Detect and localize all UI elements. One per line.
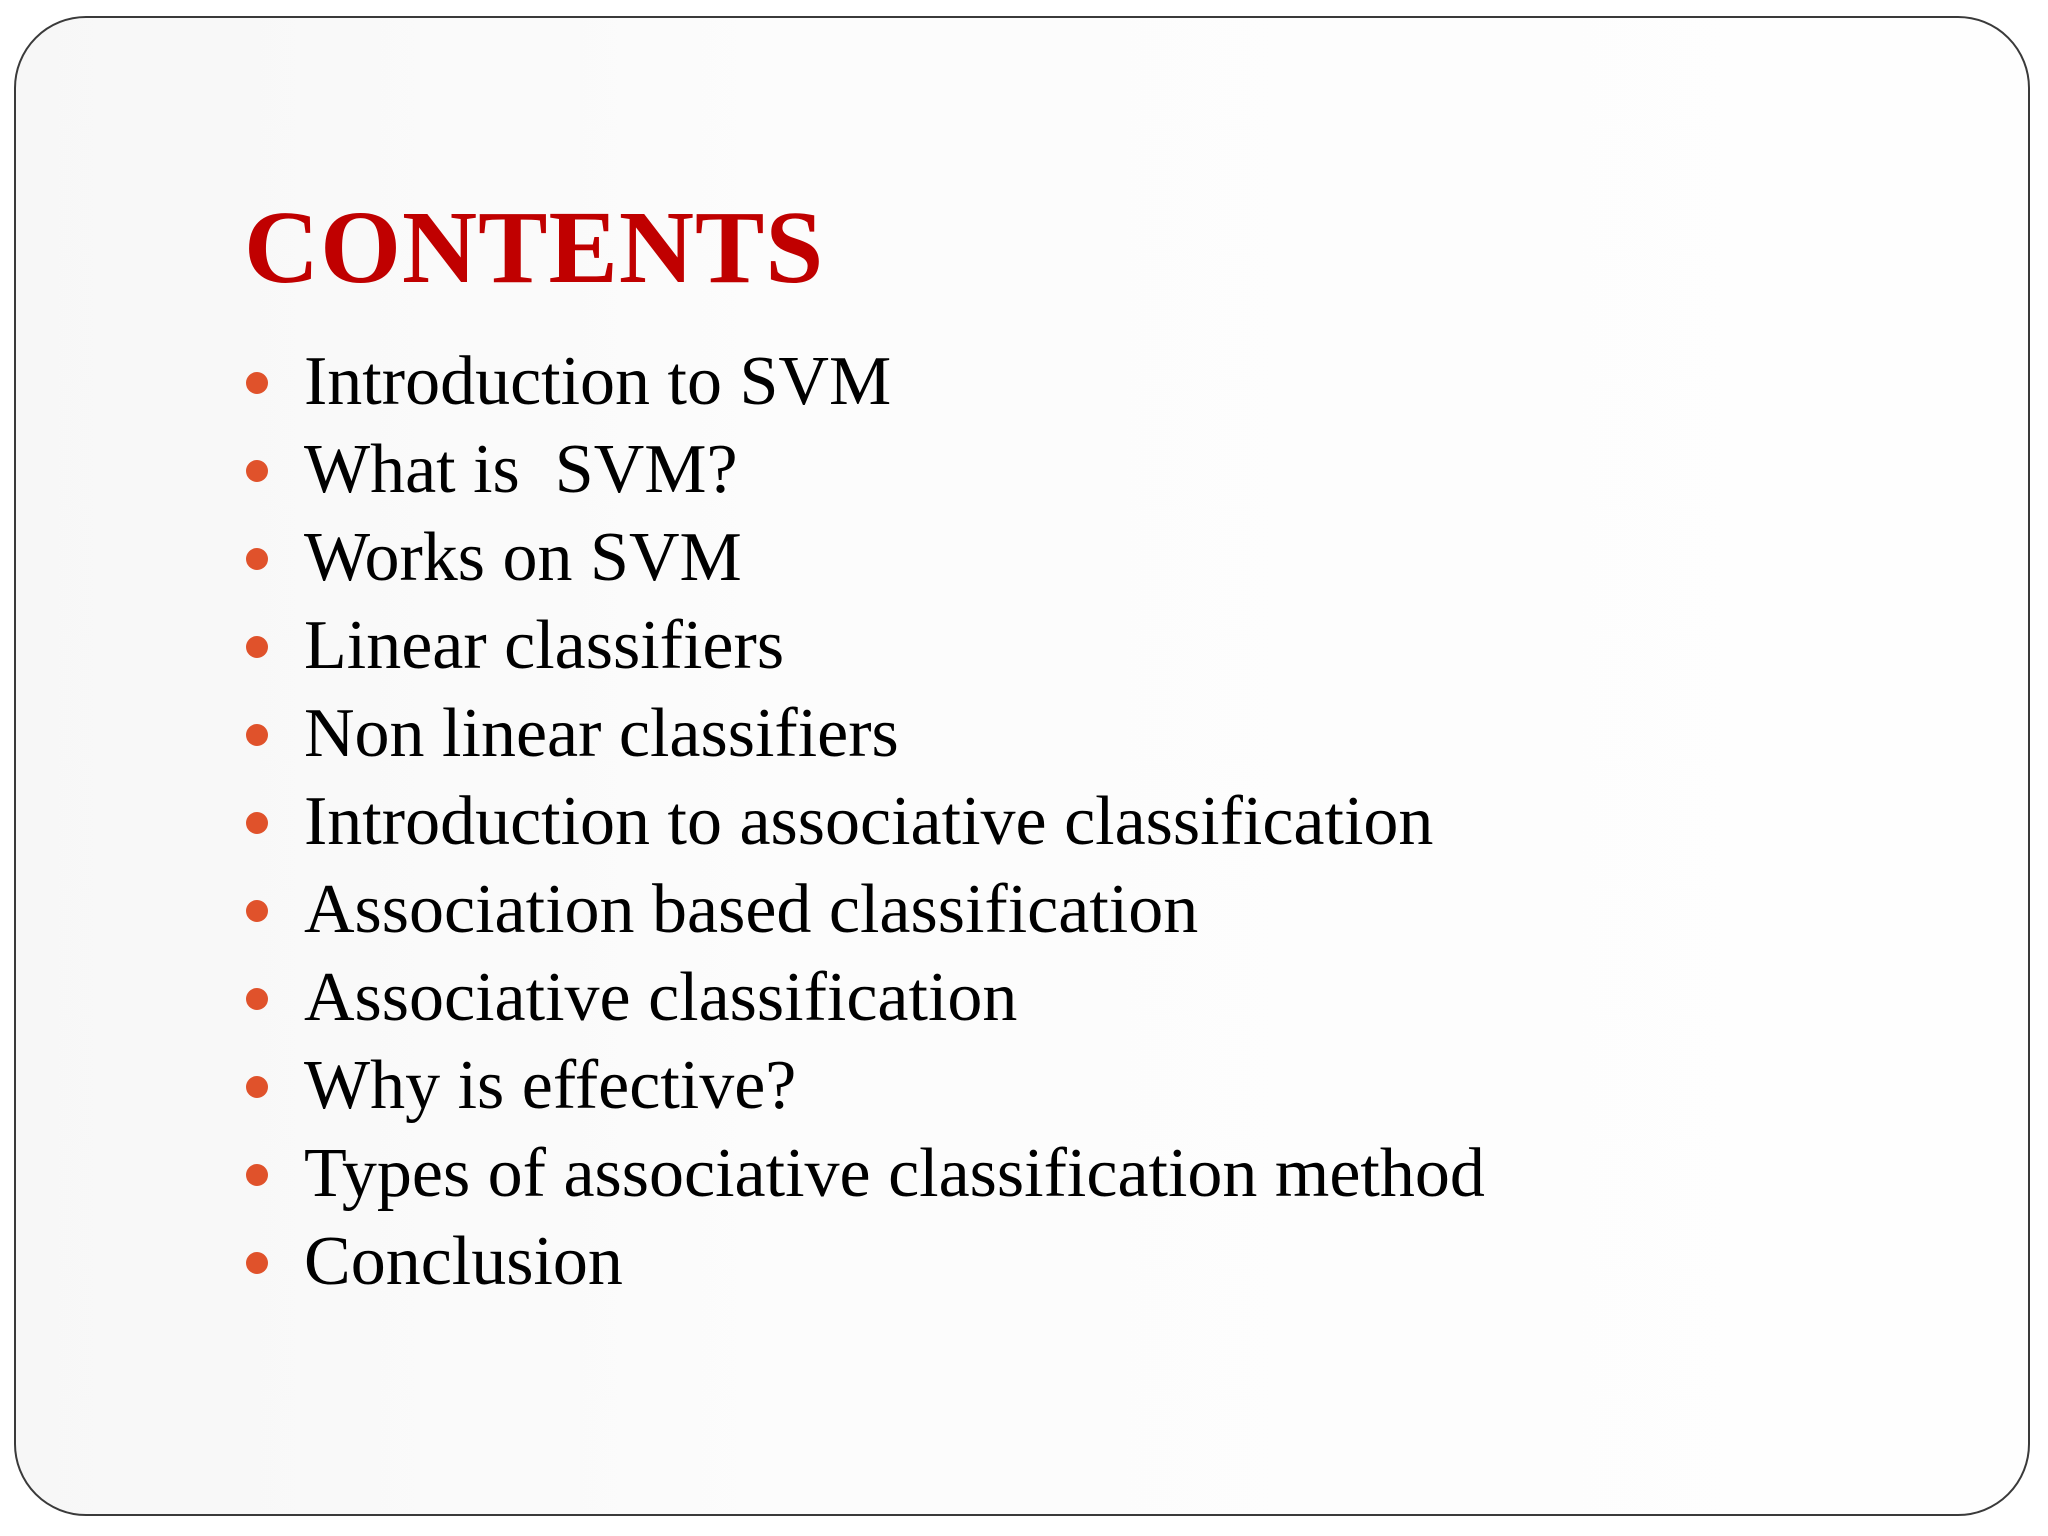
list-item-text: Linear classifiers: [304, 607, 785, 684]
list-item: [244, 866, 1485, 954]
list-item-text: Association based classification: [304, 871, 1199, 948]
slide-title: CONTENTS: [244, 190, 825, 305]
bullet-dot-icon: [246, 460, 268, 482]
list-item: [244, 514, 1485, 602]
list-item: [244, 1218, 1485, 1306]
list-item: [244, 690, 1485, 778]
bullet-dot-icon: [246, 548, 268, 570]
bullet-dot-icon: [246, 900, 268, 922]
bullet-dot-icon: [246, 372, 268, 394]
list-item: [244, 778, 1485, 866]
list-item-text: Introduction to associative classification: [304, 783, 1434, 860]
list-item-text: Why is effective?: [304, 1047, 797, 1124]
list-item-text: Non linear classifiers: [304, 695, 899, 772]
list-item: [244, 426, 1485, 514]
list-item: [244, 954, 1485, 1042]
list-item: [244, 1042, 1485, 1130]
list-item: [244, 602, 1485, 690]
list-item-text: Introduction to SVM: [304, 343, 892, 420]
bullet-dot-icon: [246, 812, 268, 834]
bullet-dot-icon: [246, 636, 268, 658]
contents-list: [244, 338, 1485, 1306]
bullet-dot-icon: [246, 1164, 268, 1186]
list-item-text: Conclusion: [304, 1223, 623, 1300]
bullet-dot-icon: [246, 1252, 268, 1274]
bullet-dot-icon: [246, 1076, 268, 1098]
list-item-text: Types of associative classification method: [304, 1135, 1485, 1212]
list-item: [244, 1130, 1485, 1218]
list-item-text: What is SVM?: [304, 431, 738, 508]
bullet-dot-icon: [246, 724, 268, 746]
slide-frame: [14, 16, 2030, 1516]
list-item-text: Works on SVM: [304, 519, 742, 596]
bullet-dot-icon: [246, 988, 268, 1010]
list-item: [244, 338, 1485, 426]
list-item-text: Associative classification: [304, 959, 1018, 1036]
